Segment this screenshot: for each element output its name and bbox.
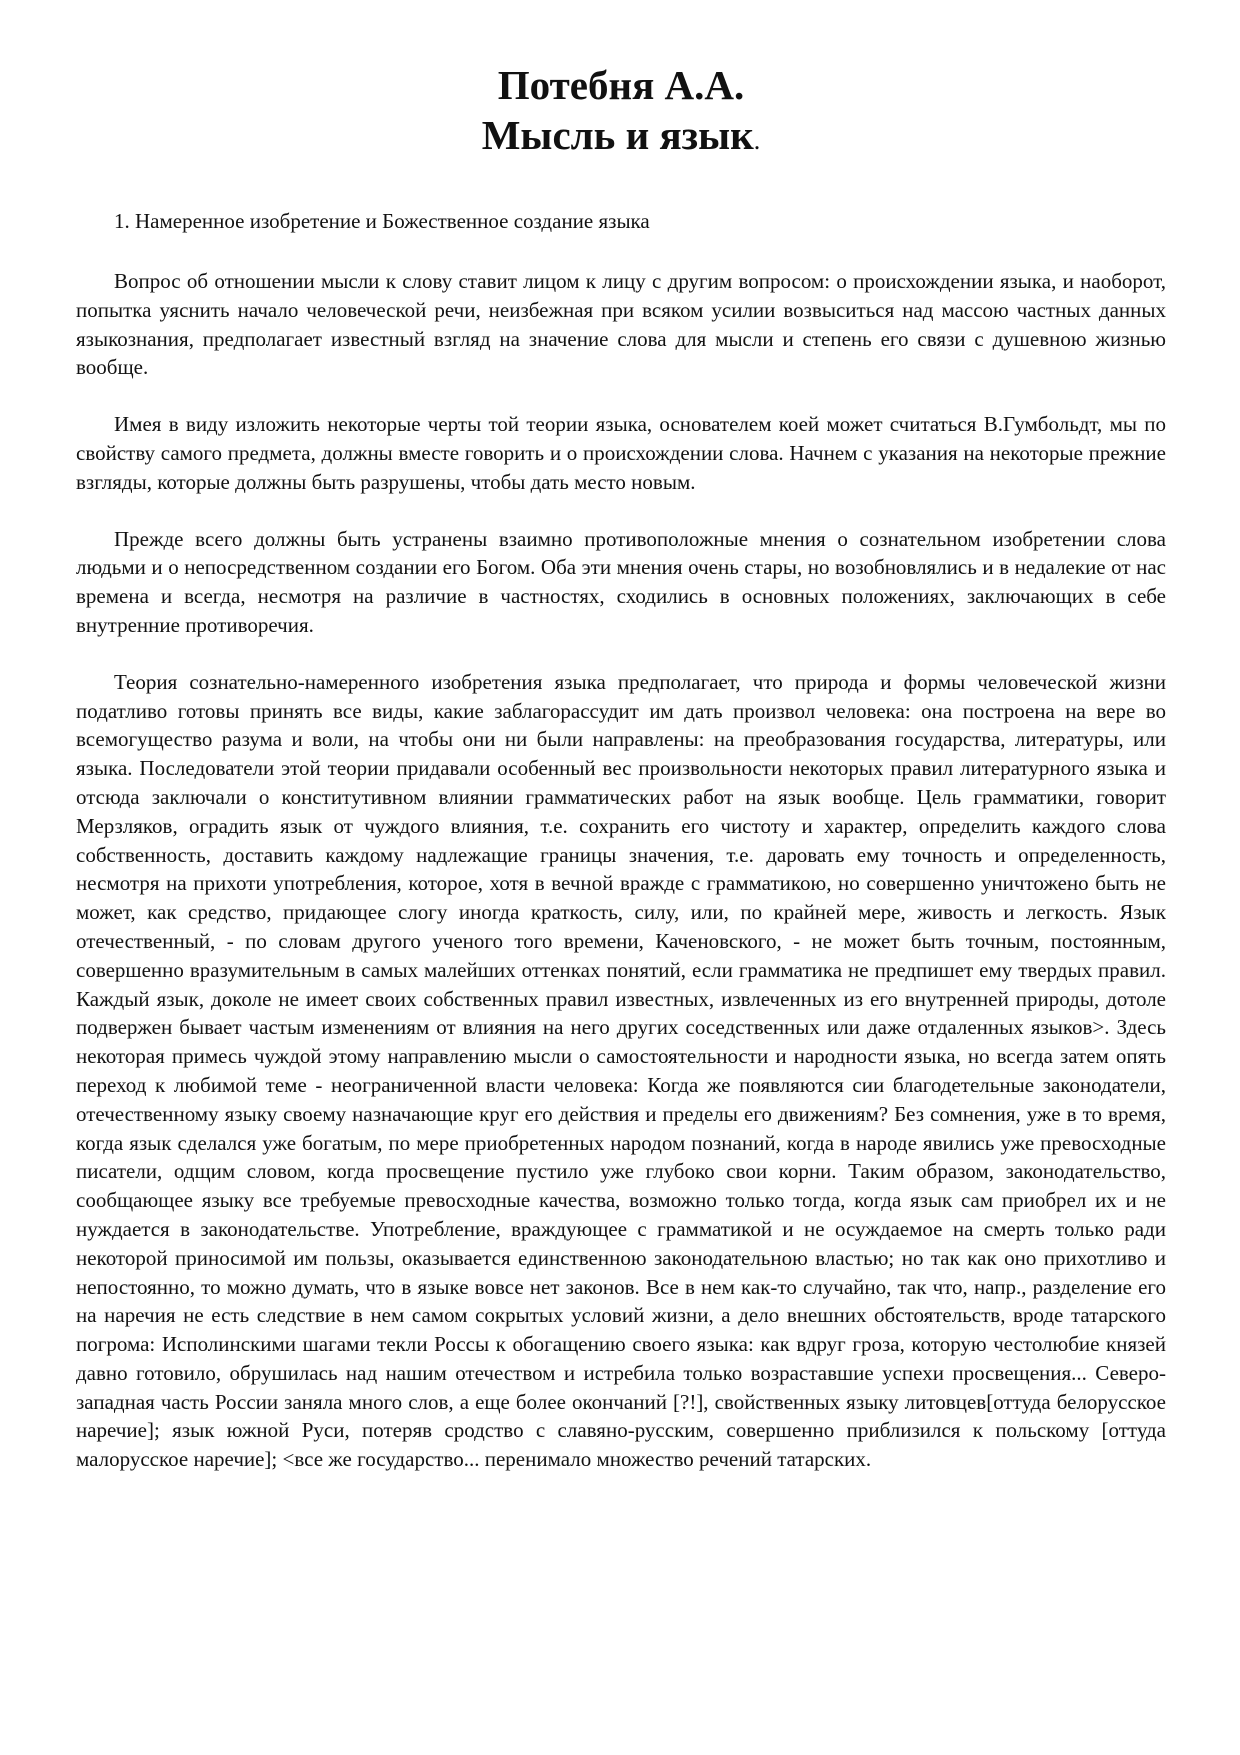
document-page: [76, 60, 1166, 1474]
title-author: Потебня А.А.: [497, 62, 745, 108]
title-dot: .: [753, 126, 761, 155]
title-work: Мысль и язык: [481, 112, 754, 158]
document-title: [76, 60, 1166, 166]
paragraph: Прежде всего должны быть устранены взаимно противоположные мнения о сознательном изобретении слова людьми и о непосредственном создании его Богом. Оба эти мнения очень стары, но возобновлялись и в недалекие от нас времена и всегда, несмотря на различие в частностях, сходились в основных положениях, заключающих в себе внутренние противоречия.: [76, 526, 1166, 637]
paragraph: Вопрос об отношении мысли к слову ставит лицом к лицу с другим вопросом: о происхождении языка, и наоборот, попытка уяснить начало человеческой речи, неизбежная при всяком усилии возвыситься над массою частных данных языкознания, предполагает известный взгляд на значение слова для мысли и степень его связи с душевною жизнью вообще.: [76, 269, 1166, 380]
paragraph: Имея в виду изложить некоторые черты той теории языка, основателем коей может считаться В.Гумбольдт, мы по свойству самого предмета, должны вместе говорить и о происхождении слова. Начнем с указания на некоторые прежние взгляды, которые должны быть разрушены, чтобы дать место новым.: [76, 412, 1166, 494]
section-heading: 1. Намеренное изобретение и Божественное создание языка: [114, 209, 650, 233]
paragraph: Теория сознательно-намеренного изобретения языка предполагает, что природа и формы человеческой жизни податливо готовы принять все виды, какие заблагорассудит им дать произвол человека: она построена на вере во всемогущество разума и воли, на чтобы они ни были направлены: на преобразования государства, литературы, или языка. Последователи этой теории придавали особенный вес произвольности некоторых правил литературного языка и отсюда заключали о конститутивном влиянии грамматических работ на язык вообще. Цель грамматики, говорит Мерзляков, оградить язык от чуждого влияния, т.е. сохранить его чистоту и характер, определить каждого слова собственность, доставить каждому надлежащие границы значения, т.е. даровать ему точность и определенность, несмотря на прихоти употребления, которое, хотя в вечной вражде с грамматикою, но совершенно уничтожено быть не может, как средство, придающее слогу иногда краткость, силу, или, по крайней мере, живость и легкость. Язык отечественный, - по словам другого ученого того времени, Каченовского, - не может быть точным, постоянным, совершенно вразумительным в самых малейших оттенках понятий, если грамматика не предпишет ему твердых правил. Каждый язык, доколе не имеет своих собственных правил известных, извлеченных из его внутренней природы, дотоле подвержен бывает частым изменениям от влияния на него других соседственных или даже отдаленных языков>. Здесь некоторая примесь чуждой этому направлению мысли о самостоятельности и народности языка, но всегда затем опять переход к любимой теме - неограниченной власти человека: Когда же появляются сии благодетельные законодатели, отечественному языку своему назначающие круг его действия и пределы его движениям? Без сомнения, уже в то время, когда язык сделался уже богатым, по мере приобретенных народом познаний, когда в народе явились уже превосходные писатели, одщим словом, когда просвещение пустило уже глубоко свои корни. Таким образом, законодательство, сообщающее языку все требуемые превосходные качества, возможно только тогда, когда язык сам приобрел их и не нуждается в законодательстве. Употребление, враждующее с грамматикой и не осуждаемое на смерть только ради некоторой приносимой им пользы, оказывается единственною законодательною властью; но так как оно прихотливо и непостоянно, то можно думать, что в языке вовсе нет законов. Все в нем как-то случайно, так что, напр., разделение его на наречия не есть следствие в нем самом сокрытых условий жизни, а дело внешних обстоятельств, вроде татарского погрома: Исполинскими шагами текли Россы к обогащению своего языка: как вдруг гроза, которую честолюбие князей давно готовило, обрушилась над нашим отечеством и истребила только возраставшие успехи просвещения... Северо-западная часть России заняла много слов, а еще более окончаний [?!], свойственных языку литовцев[оттуда белорусское наречие]; язык южной Руси, потеряв сродство с славяно-русским, совершенно приблизился к польскому [оттуда малорусское наречие]; <все же государство... перенимало множество речений татарских.: [76, 669, 1166, 1472]
